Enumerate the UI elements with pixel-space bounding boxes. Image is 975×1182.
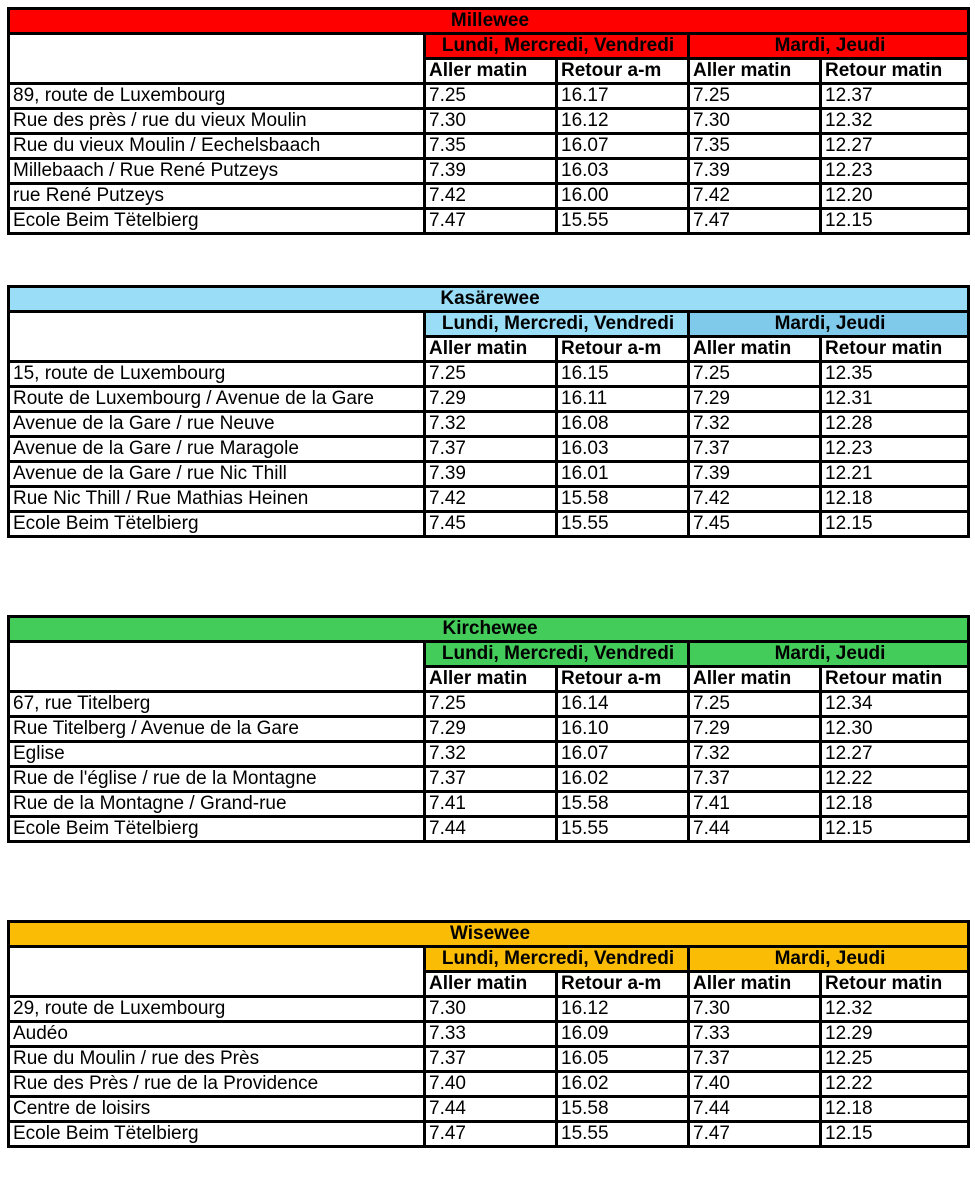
time-retour-matin-mj: 12.35	[821, 362, 969, 387]
time-aller-matin-lmv: 7.45	[425, 512, 557, 537]
time-retour-matin-mj: 12.27	[821, 742, 969, 767]
time-aller-matin-mj: 7.47	[689, 1122, 821, 1147]
route-title-row	[9, 9, 969, 34]
time-retour-am-lmv: 16.08	[557, 412, 689, 437]
col-retour-matin: Retour matin	[821, 667, 969, 692]
time-aller-matin-mj: 7.29	[689, 717, 821, 742]
time-retour-matin-mj: 12.15	[821, 1122, 969, 1147]
time-retour-am-lmv: 16.02	[557, 767, 689, 792]
stop-name: Rue des Près / rue de la Providence	[9, 1072, 425, 1097]
time-aller-matin-mj: 7.42	[689, 184, 821, 209]
time-aller-matin-lmv: 7.39	[425, 462, 557, 487]
stop-row	[9, 362, 969, 387]
stop-name: Ecole Beim Tëtelbierg	[9, 209, 425, 234]
time-retour-matin-mj: 12.18	[821, 1097, 969, 1122]
days-header-b: Mardi, Jeudi	[689, 312, 969, 337]
blank-header-cell	[9, 642, 425, 692]
stop-row	[9, 412, 969, 437]
time-aller-matin-mj: 7.33	[689, 1022, 821, 1047]
time-aller-matin-lmv: 7.29	[425, 717, 557, 742]
stop-row	[9, 84, 969, 109]
stop-name: Avenue de la Gare / rue Neuve	[9, 412, 425, 437]
stop-name: Rue Nic Thill / Rue Mathias Heinen	[9, 487, 425, 512]
stop-name: Rue de la Montagne / Grand-rue	[9, 792, 425, 817]
time-aller-matin-lmv: 7.44	[425, 817, 557, 842]
route-title: Wisewee	[9, 922, 969, 947]
time-aller-matin-mj: 7.37	[689, 1047, 821, 1072]
time-retour-am-lmv: 16.11	[557, 387, 689, 412]
time-retour-matin-mj: 12.30	[821, 717, 969, 742]
time-retour-am-lmv: 16.00	[557, 184, 689, 209]
time-retour-matin-mj: 12.18	[821, 792, 969, 817]
time-aller-matin-mj: 7.30	[689, 109, 821, 134]
stop-name: Rue de l'église / rue de la Montagne	[9, 767, 425, 792]
blank-header-cell	[9, 947, 425, 997]
time-retour-matin-mj: 12.32	[821, 997, 969, 1022]
time-retour-matin-mj: 12.22	[821, 767, 969, 792]
stop-row	[9, 109, 969, 134]
stop-row	[9, 1047, 969, 1072]
time-retour-am-lmv: 15.58	[557, 792, 689, 817]
stop-row	[9, 1022, 969, 1047]
days-row	[9, 312, 969, 337]
days-header-a: Lundi, Mercredi, Vendredi	[425, 34, 689, 59]
col-aller-matin: Aller matin	[425, 972, 557, 997]
route-title-row	[9, 922, 969, 947]
time-aller-matin-mj: 7.32	[689, 742, 821, 767]
time-aller-matin-lmv: 7.47	[425, 209, 557, 234]
col-aller-matin: Aller matin	[425, 59, 557, 84]
time-aller-matin-lmv: 7.42	[425, 487, 557, 512]
time-retour-matin-mj: 12.23	[821, 159, 969, 184]
stop-name: Route de Luxembourg / Avenue de la Gare	[9, 387, 425, 412]
col-aller-matin: Aller matin	[425, 667, 557, 692]
stop-name: Ecole Beim Tëtelbierg	[9, 817, 425, 842]
time-aller-matin-lmv: 7.32	[425, 412, 557, 437]
time-retour-matin-mj: 12.27	[821, 134, 969, 159]
col-aller-matin: Aller matin	[689, 337, 821, 362]
col-retour-am: Retour a-m	[557, 337, 689, 362]
time-aller-matin-mj: 7.25	[689, 362, 821, 387]
time-aller-matin-lmv: 7.33	[425, 1022, 557, 1047]
time-retour-am-lmv: 16.15	[557, 362, 689, 387]
days-row	[9, 34, 969, 59]
time-aller-matin-mj: 7.37	[689, 767, 821, 792]
col-retour-am: Retour a-m	[557, 59, 689, 84]
route-table-kirchewee	[7, 615, 970, 843]
time-aller-matin-lmv: 7.25	[425, 84, 557, 109]
days-header-b: Mardi, Jeudi	[689, 642, 969, 667]
time-retour-am-lmv: 16.12	[557, 997, 689, 1022]
stop-name: 29, route de Luxembourg	[9, 997, 425, 1022]
col-retour-am: Retour a-m	[557, 972, 689, 997]
time-aller-matin-mj: 7.32	[689, 412, 821, 437]
time-retour-am-lmv: 15.58	[557, 487, 689, 512]
stop-row	[9, 1072, 969, 1097]
stop-row	[9, 159, 969, 184]
stop-row	[9, 512, 969, 537]
route-table-millewee	[7, 7, 970, 235]
time-aller-matin-lmv: 7.41	[425, 792, 557, 817]
time-retour-am-lmv: 16.03	[557, 437, 689, 462]
col-retour-am: Retour a-m	[557, 667, 689, 692]
stop-row	[9, 1097, 969, 1122]
stop-row	[9, 462, 969, 487]
route-title-row	[9, 287, 969, 312]
col-aller-matin: Aller matin	[689, 59, 821, 84]
col-retour-matin: Retour matin	[821, 337, 969, 362]
time-retour-am-lmv: 16.14	[557, 692, 689, 717]
stop-name: Avenue de la Gare / rue Nic Thill	[9, 462, 425, 487]
time-aller-matin-mj: 7.25	[689, 84, 821, 109]
time-retour-matin-mj: 12.29	[821, 1022, 969, 1047]
time-retour-matin-mj: 12.21	[821, 462, 969, 487]
stop-row	[9, 134, 969, 159]
time-aller-matin-lmv: 7.40	[425, 1072, 557, 1097]
time-retour-am-lmv: 16.09	[557, 1022, 689, 1047]
time-retour-am-lmv: 16.07	[557, 134, 689, 159]
stop-name: 15, route de Luxembourg	[9, 362, 425, 387]
days-row	[9, 642, 969, 667]
stop-rows	[9, 997, 969, 1147]
time-aller-matin-lmv: 7.37	[425, 767, 557, 792]
time-retour-matin-mj: 12.31	[821, 387, 969, 412]
stop-row	[9, 997, 969, 1022]
time-aller-matin-lmv: 7.42	[425, 184, 557, 209]
stop-row	[9, 209, 969, 234]
days-header-a: Lundi, Mercredi, Vendredi	[425, 642, 689, 667]
time-retour-matin-mj: 12.15	[821, 512, 969, 537]
time-retour-am-lmv: 15.55	[557, 209, 689, 234]
stop-row	[9, 792, 969, 817]
time-aller-matin-mj: 7.39	[689, 159, 821, 184]
stop-name: Rue des près / rue du vieux Moulin	[9, 109, 425, 134]
time-retour-matin-mj: 12.34	[821, 692, 969, 717]
stop-name: Rue du Moulin / rue des Près	[9, 1047, 425, 1072]
time-retour-matin-mj: 12.37	[821, 84, 969, 109]
route-title: Kirchewee	[9, 617, 969, 642]
stop-row	[9, 184, 969, 209]
time-retour-am-lmv: 15.55	[557, 817, 689, 842]
stop-row	[9, 692, 969, 717]
stop-name: Ecole Beim Tëtelbierg	[9, 1122, 425, 1147]
time-aller-matin-mj: 7.42	[689, 487, 821, 512]
col-aller-matin: Aller matin	[425, 337, 557, 362]
time-aller-matin-mj: 7.41	[689, 792, 821, 817]
time-retour-am-lmv: 16.02	[557, 1072, 689, 1097]
time-retour-am-lmv: 16.01	[557, 462, 689, 487]
time-aller-matin-mj: 7.29	[689, 387, 821, 412]
time-retour-am-lmv: 15.55	[557, 512, 689, 537]
route-table-wisewee	[7, 920, 970, 1148]
stop-name: Ecole Beim Tëtelbierg	[9, 512, 425, 537]
time-retour-am-lmv: 15.55	[557, 1122, 689, 1147]
time-aller-matin-lmv: 7.29	[425, 387, 557, 412]
time-aller-matin-lmv: 7.30	[425, 109, 557, 134]
stop-name: rue René Putzeys	[9, 184, 425, 209]
time-retour-matin-mj: 12.20	[821, 184, 969, 209]
stop-row	[9, 767, 969, 792]
days-header-b: Mardi, Jeudi	[689, 34, 969, 59]
time-retour-am-lmv: 16.03	[557, 159, 689, 184]
time-aller-matin-mj: 7.40	[689, 1072, 821, 1097]
stop-row	[9, 742, 969, 767]
time-aller-matin-lmv: 7.47	[425, 1122, 557, 1147]
time-aller-matin-mj: 7.44	[689, 1097, 821, 1122]
blank-header-cell	[9, 312, 425, 362]
time-aller-matin-mj: 7.37	[689, 437, 821, 462]
stop-rows	[9, 692, 969, 842]
time-aller-matin-lmv: 7.25	[425, 692, 557, 717]
time-aller-matin-lmv: 7.37	[425, 437, 557, 462]
blank-header-cell	[9, 34, 425, 84]
stop-row	[9, 1122, 969, 1147]
time-retour-matin-mj: 12.22	[821, 1072, 969, 1097]
time-aller-matin-mj: 7.30	[689, 997, 821, 1022]
stop-name: Avenue de la Gare / rue Maragole	[9, 437, 425, 462]
time-retour-matin-mj: 12.15	[821, 817, 969, 842]
time-aller-matin-lmv: 7.30	[425, 997, 557, 1022]
stop-name: Rue Titelberg / Avenue de la Gare	[9, 717, 425, 742]
route-table-kasarewee	[7, 285, 970, 538]
route-title: Kasärewee	[9, 287, 969, 312]
days-row	[9, 947, 969, 972]
stop-row	[9, 717, 969, 742]
stop-name: Rue du vieux Moulin / Eechelsbaach	[9, 134, 425, 159]
time-aller-matin-mj: 7.35	[689, 134, 821, 159]
stop-row	[9, 437, 969, 462]
stop-name: 89, route de Luxembourg	[9, 84, 425, 109]
stop-name: 67, rue Titelberg	[9, 692, 425, 717]
time-retour-matin-mj: 12.23	[821, 437, 969, 462]
stop-row	[9, 387, 969, 412]
time-retour-matin-mj: 12.32	[821, 109, 969, 134]
col-aller-matin: Aller matin	[689, 667, 821, 692]
stop-rows	[9, 362, 969, 537]
time-aller-matin-mj: 7.25	[689, 692, 821, 717]
time-aller-matin-lmv: 7.39	[425, 159, 557, 184]
stop-name: Centre de loisirs	[9, 1097, 425, 1122]
stop-row	[9, 817, 969, 842]
time-aller-matin-mj: 7.47	[689, 209, 821, 234]
time-retour-am-lmv: 16.07	[557, 742, 689, 767]
days-header-a: Lundi, Mercredi, Vendredi	[425, 947, 689, 972]
stop-name: Audéo	[9, 1022, 425, 1047]
stop-rows	[9, 84, 969, 234]
time-aller-matin-lmv: 7.32	[425, 742, 557, 767]
time-retour-am-lmv: 16.10	[557, 717, 689, 742]
stop-row	[9, 487, 969, 512]
time-retour-matin-mj: 12.25	[821, 1047, 969, 1072]
days-header-a: Lundi, Mercredi, Vendredi	[425, 312, 689, 337]
time-aller-matin-mj: 7.44	[689, 817, 821, 842]
route-title-row	[9, 617, 969, 642]
time-retour-am-lmv: 16.17	[557, 84, 689, 109]
time-aller-matin-lmv: 7.37	[425, 1047, 557, 1072]
time-retour-matin-mj: 12.15	[821, 209, 969, 234]
days-header-b: Mardi, Jeudi	[689, 947, 969, 972]
time-retour-am-lmv: 16.12	[557, 109, 689, 134]
time-aller-matin-lmv: 7.25	[425, 362, 557, 387]
route-title: Millewee	[9, 9, 969, 34]
time-aller-matin-lmv: 7.44	[425, 1097, 557, 1122]
time-aller-matin-mj: 7.45	[689, 512, 821, 537]
col-retour-matin: Retour matin	[821, 972, 969, 997]
time-retour-am-lmv: 16.05	[557, 1047, 689, 1072]
stop-name: Eglise	[9, 742, 425, 767]
col-aller-matin: Aller matin	[689, 972, 821, 997]
time-aller-matin-lmv: 7.35	[425, 134, 557, 159]
time-retour-am-lmv: 15.58	[557, 1097, 689, 1122]
time-aller-matin-mj: 7.39	[689, 462, 821, 487]
stop-name: Millebaach / Rue René Putzeys	[9, 159, 425, 184]
time-retour-matin-mj: 12.28	[821, 412, 969, 437]
col-retour-matin: Retour matin	[821, 59, 969, 84]
time-retour-matin-mj: 12.18	[821, 487, 969, 512]
